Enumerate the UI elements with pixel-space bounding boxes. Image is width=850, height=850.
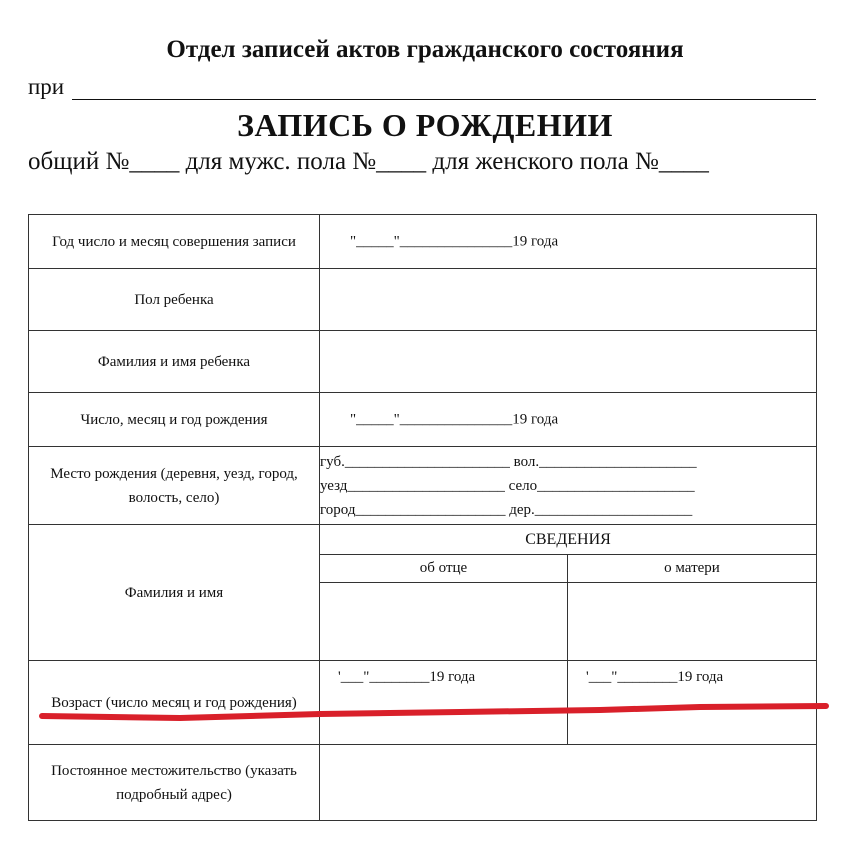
record-date-label: Год число и месяц совершения записи <box>29 215 320 269</box>
info-header: СВЕДЕНИЯ <box>320 525 817 555</box>
record-date-field[interactable] <box>320 215 817 269</box>
age-label: Возраст (число месяц и год рождения) <box>29 661 320 745</box>
row-info-header <box>29 525 817 555</box>
office-title: Отдел записей актов гражданского состояния <box>166 36 684 63</box>
father-age-value: '___"________19 года <box>338 669 476 685</box>
birth-date-label: Число, месяц и год рождения <box>29 393 320 447</box>
row-birth-date <box>29 393 817 447</box>
birth-place-field[interactable] <box>320 447 817 525</box>
child-sex-field[interactable] <box>320 269 817 331</box>
row-child-sex <box>29 269 817 331</box>
row-residence <box>29 745 817 821</box>
birth-place-line-3: город____________________ дер._____________________ <box>320 501 693 518</box>
mother-name-field[interactable] <box>568 583 817 661</box>
residence-field[interactable] <box>320 745 817 821</box>
pri-blank-line <box>72 99 816 100</box>
birth-place-line-2: уезд_____________________ село_____________________ <box>320 477 695 494</box>
residence-label: Постоянное местожительство (указать подробный адрес) <box>29 745 320 821</box>
birth-date-value: "_____"_______________19 года <box>350 411 559 427</box>
row-child-name <box>29 331 817 393</box>
birth-record-form <box>28 214 817 821</box>
row-record-date <box>29 215 817 269</box>
child-name-field[interactable] <box>320 331 817 393</box>
pri-label: при <box>28 74 65 99</box>
father-name-field[interactable] <box>320 583 568 661</box>
father-header: об отце <box>320 555 568 583</box>
mother-header: о матери <box>568 555 817 583</box>
birth-date-field[interactable] <box>320 393 817 447</box>
record-date-value: "_____"_______________19 года <box>350 233 559 249</box>
row-age <box>29 661 817 745</box>
birth-place-line-1: губ.______________________ вол._____________________ <box>320 453 697 470</box>
row-birth-place <box>29 447 817 525</box>
record-numbers-line: общий №____ для мужс. пола №____ для женского пола №____ <box>28 148 709 175</box>
mother-age-value: '___"________19 года <box>586 669 724 685</box>
child-sex-label: Пол ребенка <box>29 269 320 331</box>
parents-name-label: Фамилия и имя <box>29 525 320 661</box>
mother-age-field[interactable] <box>568 661 817 745</box>
child-name-label: Фамилия и имя ребенка <box>29 331 320 393</box>
father-age-field[interactable] <box>320 661 568 745</box>
birth-place-label: Место рождения (деревня, уезд, город, волость, село) <box>29 447 320 525</box>
record-title: ЗАПИСЬ О РОЖДЕНИИ <box>237 107 613 143</box>
